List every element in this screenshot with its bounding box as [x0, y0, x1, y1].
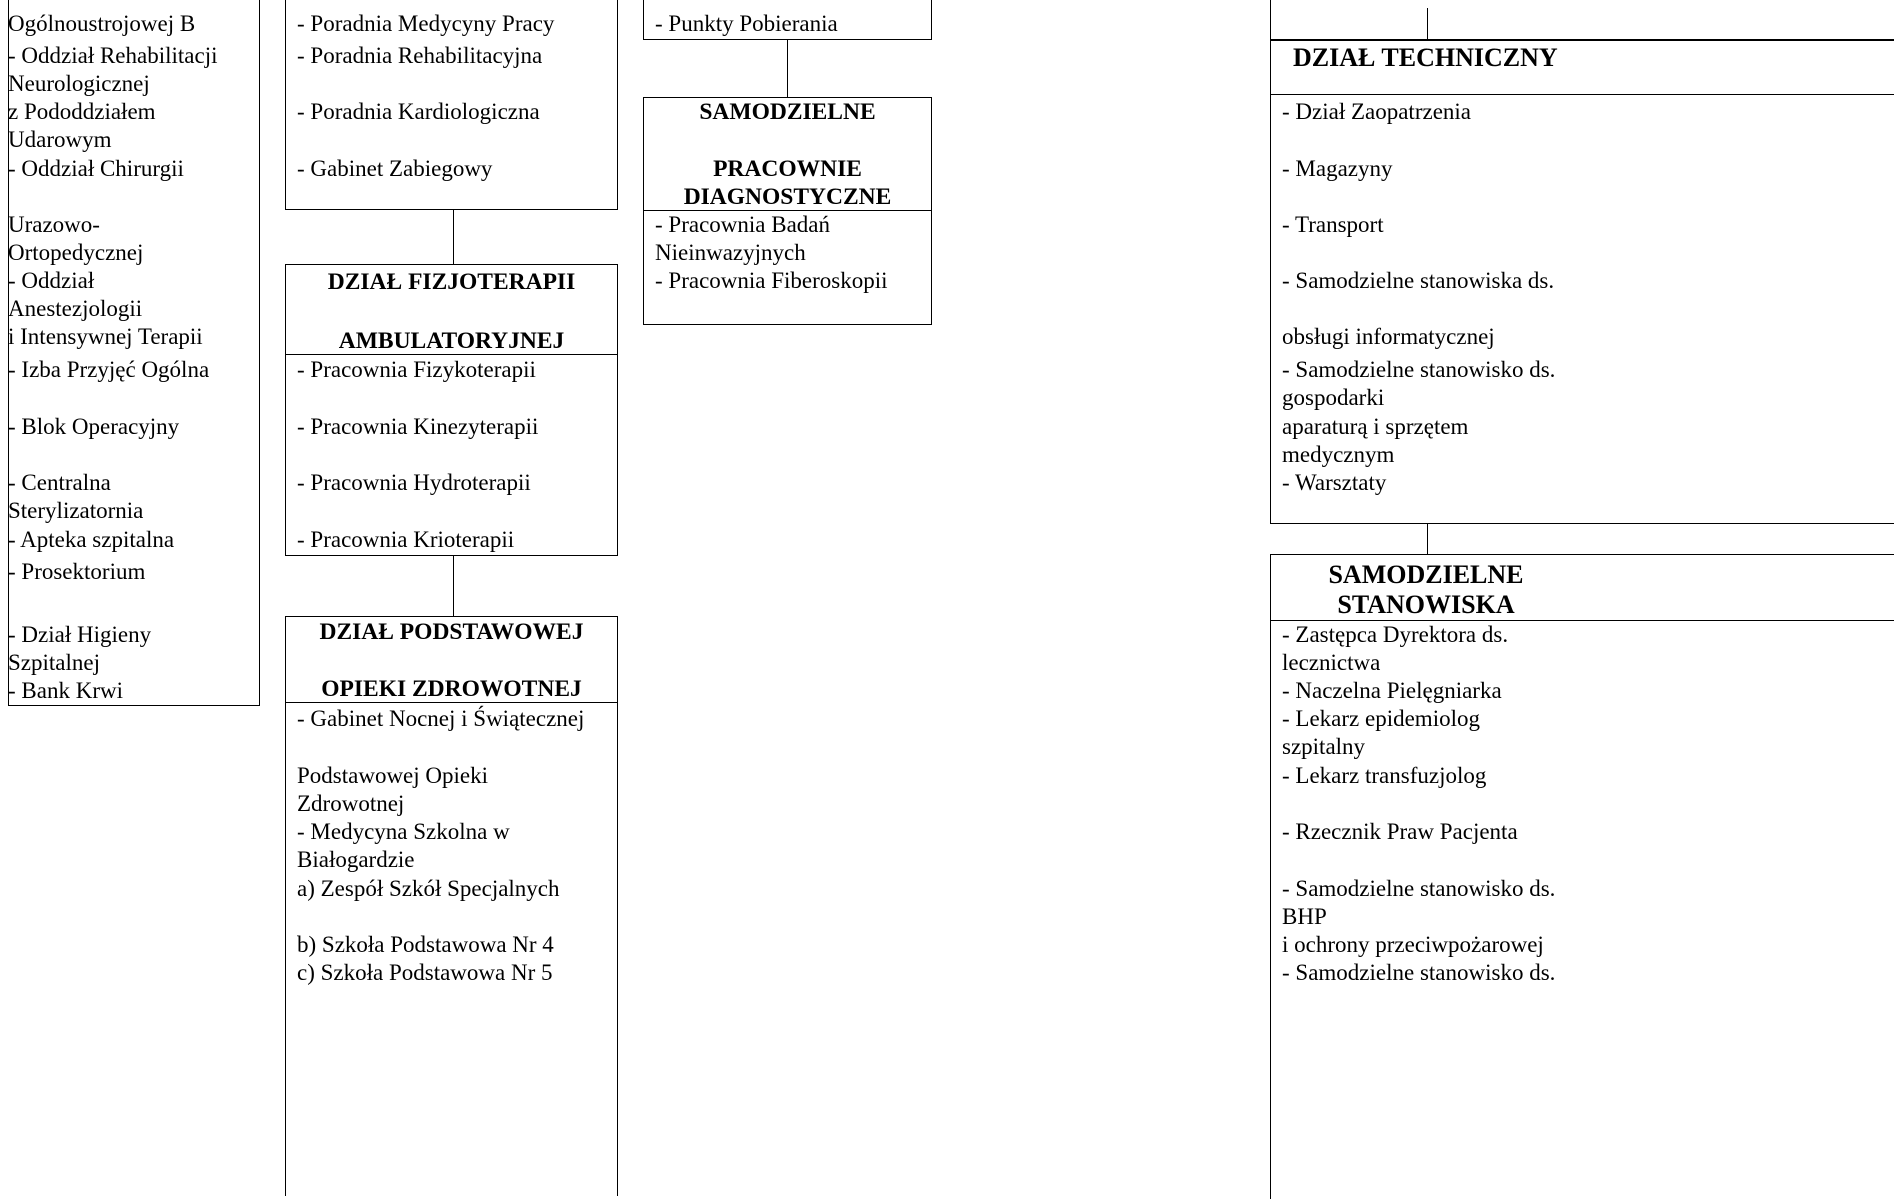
technical-line: - Magazyny — [1282, 156, 1393, 181]
physiotherapy-title: AMBULATORYJNEJ — [338, 328, 565, 354]
dept-line: - Oddział Chirurgii — [8, 156, 184, 181]
primary-care-line: - Medycyna Szkolna w — [297, 819, 510, 844]
independent-posts-title: STANOWISKA — [1337, 590, 1515, 619]
diagnostic-line: Nieinwazyjnych — [655, 240, 806, 265]
primary-care-line: b) Szkoła Podstawowa Nr 4 — [297, 932, 554, 957]
dept-line: Szpitalnej — [8, 650, 100, 675]
header-separator — [285, 702, 618, 703]
technical-department-title: DZIAŁ TECHNICZNY — [1293, 43, 1558, 72]
posts-line: - Rzecznik Praw Pacjenta — [1282, 819, 1518, 844]
posts-line: - Zastępca Dyrektora ds. — [1282, 622, 1509, 647]
physio-item: - Pracownia Hydroterapii — [297, 470, 531, 495]
primary-care-title: OPIEKI ZDROWOTNEJ — [321, 676, 582, 702]
independent-posts-title: SAMODZIELNE — [1328, 560, 1524, 589]
dept-line: - Centralna — [8, 470, 111, 495]
primary-care-title: DZIAŁ PODSTAWOWEJ — [319, 619, 584, 645]
dept-line: - Izba Przyjęć Ogólna — [8, 357, 210, 382]
primary-care-box — [285, 616, 618, 1196]
connector-line — [1427, 8, 1428, 42]
posts-line: - Samodzielne stanowisko ds. — [1282, 960, 1556, 985]
clinic-item: - Poradnia Rehabilitacyjna — [297, 43, 543, 68]
clinic-item: - Gabinet Zabiegowy — [297, 156, 493, 181]
primary-care-line: Białogardzie — [297, 847, 415, 872]
physiotherapy-title: DZIAŁ FIZJOTERAPII — [327, 269, 576, 295]
connector-line — [787, 40, 788, 97]
dept-line: Ortopedycznej — [8, 240, 144, 265]
header-separator — [285, 354, 618, 355]
dept-line: Sterylizatornia — [8, 498, 144, 523]
dept-line: - Apteka szpitalna — [8, 527, 175, 552]
posts-line: lecznictwa — [1282, 650, 1381, 675]
dept-line: - Oddział — [8, 268, 95, 293]
primary-care-line: c) Szkoła Podstawowa Nr 5 — [297, 960, 553, 985]
clinic-item: - Poradnia Medycyny Pracy — [297, 11, 555, 36]
posts-line: i ochrony przeciwpożarowej — [1282, 932, 1544, 957]
posts-line: - Lekarz epidemiolog — [1282, 706, 1480, 731]
dept-line: - Bank Krwi — [8, 678, 123, 703]
posts-line: - Naczelna Pielęgniarka — [1282, 678, 1502, 703]
dept-line: Udarowym — [8, 127, 112, 152]
clinic-item: - Poradnia Kardiologiczna — [297, 99, 540, 124]
technical-line: - Samodzielne stanowisko ds. — [1282, 357, 1556, 382]
diagnostic-line: - Pracownia Fiberoskopii — [655, 268, 888, 293]
physio-item: - Pracownia Kinezyterapii — [297, 414, 539, 439]
dept-line: Neurologicznej — [8, 71, 150, 96]
physiotherapy-box — [285, 264, 618, 556]
physio-item: - Pracownia Krioterapii — [297, 527, 515, 552]
top-stub-box — [1270, 0, 1894, 40]
technical-line: aparaturą i sprzętem — [1282, 414, 1469, 439]
diagnostic-line: - Pracownia Badań — [655, 212, 830, 237]
technical-line: medycznym — [1282, 442, 1395, 467]
dept-line: i Intensywnej Terapii — [8, 324, 203, 349]
diagnostic-labs-title: DIAGNOSTYCZNE — [683, 184, 892, 210]
technical-line: - Transport — [1282, 212, 1384, 237]
connector-line — [1427, 524, 1428, 554]
physio-item: - Pracownia Fizykoterapii — [297, 357, 536, 382]
diagnostic-labs-title: PRACOWNIE — [713, 156, 862, 182]
dept-line: - Oddział Rehabilitacji — [8, 43, 218, 68]
dept-line: Ogólnoustrojowej B — [8, 11, 196, 36]
posts-line: szpitalny — [1282, 734, 1366, 759]
dept-line: - Dział Higieny — [8, 622, 152, 647]
technical-line: - Dział Zaopatrzenia — [1282, 99, 1471, 124]
posts-line: - Samodzielne stanowisko ds. — [1282, 876, 1556, 901]
dept-line: - Blok Operacyjny — [8, 414, 180, 439]
technical-line: obsługi informatycznej — [1282, 324, 1495, 349]
primary-care-line: a) Zespół Szkół Specjalnych — [297, 876, 560, 901]
technical-line: gospodarki — [1282, 385, 1385, 410]
posts-line: - Lekarz transfuzjolog — [1282, 763, 1487, 788]
posts-line: BHP — [1282, 904, 1327, 929]
technical-line: - Samodzielne stanowiska ds. — [1282, 268, 1555, 293]
dept-line: Urazowo- — [8, 212, 100, 237]
dept-line: Anestezjologii — [8, 296, 143, 321]
dept-line: z Pododdziałem — [8, 99, 156, 124]
connector-line — [453, 556, 454, 616]
technical-line: - Warsztaty — [1282, 470, 1387, 495]
dept-line: - Prosektorium — [8, 559, 146, 584]
diagnostic-labs-title: SAMODZIELNE — [699, 99, 876, 125]
primary-care-line: Podstawowej Opieki — [297, 763, 489, 788]
collection-points-item: - Punkty Pobierania — [655, 11, 838, 36]
primary-care-line: Zdrowotnej — [297, 791, 405, 816]
connector-line — [453, 210, 454, 264]
primary-care-line: - Gabinet Nocnej i Świątecznej — [297, 706, 585, 731]
header-separator — [1270, 94, 1894, 95]
